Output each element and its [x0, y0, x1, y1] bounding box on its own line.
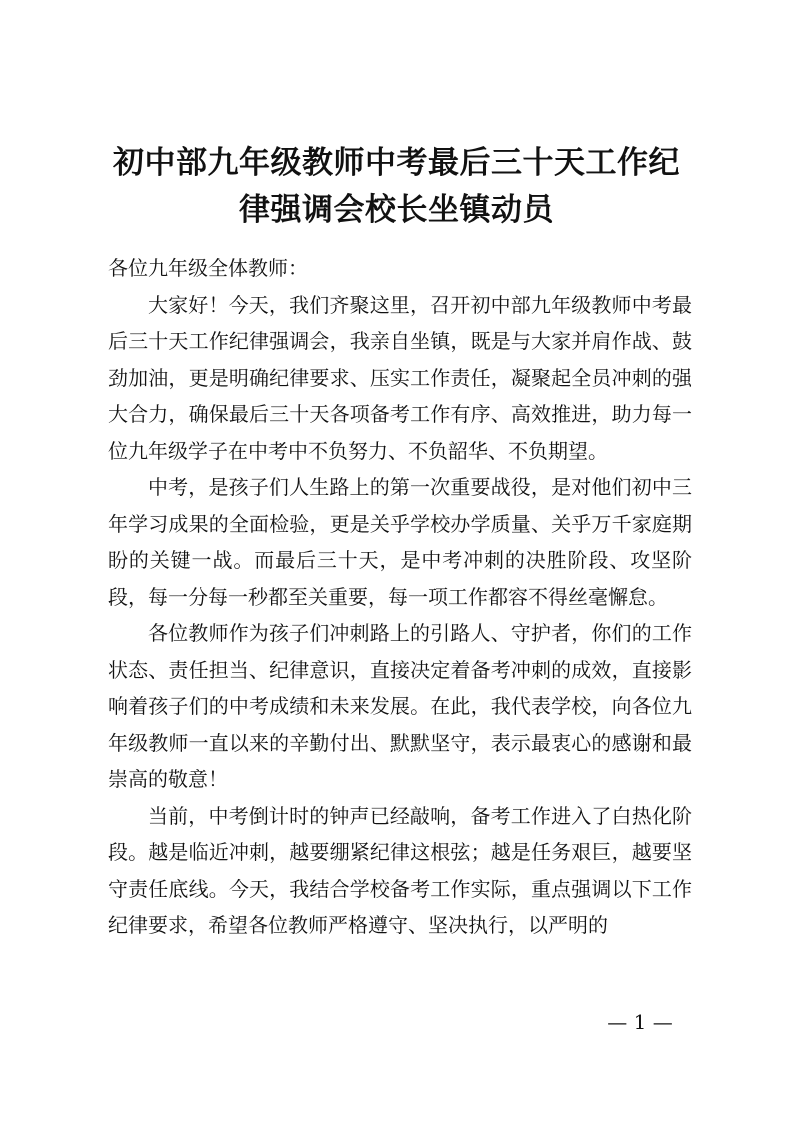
document-body: [108, 250, 692, 944]
page-number: — 1 —: [607, 1010, 673, 1034]
paragraph-3: 各位教师作为孩子们冲刺路上的引路人、守护者，你们的工作状态、责任担当、纪律意识，直接决定着备考冲刺的成效，直接影响着孩子们的中考成绩和未来发展。在此，我代表学校，向各位九年级教师一直以来的辛勤付出、默默坚守，表示最衷心的感谢和最崇高的敬意！: [108, 621, 692, 791]
document-title: 初中部九年级教师中考最后三十天工作纪律强调会校长坐镇动员: [113, 145, 680, 228]
salutation: 各位九年级全体教师：: [108, 256, 308, 280]
paragraph-4: 当前，中考倒计时的钟声已经敲响，备考工作进入了白热化阶段。越是临近冲刺，越要绷紧纪律这根弦；越是任务艰巨，越要坚守责任底线。今天，我结合学校备考工作实际，重点强调以下工作纪律要求，希望各位教师严格遵守、坚决执行，以严明的: [108, 803, 692, 937]
paragraph-1: 大家好！今天，我们齐聚这里，召开初中部九年级教师中考最后三十天工作纪律强调会，我亲自坐镇，既是与大家并肩作战、鼓劲加油，更是明确纪律要求、压实工作责任，凝聚起全员冲刺的强大合力，确保最后三十天各项备考工作有序、高效推进，助力每一位九年级学子在中考中不负努力、不负韶华、不负期望。: [108, 292, 692, 463]
paragraph-2: 中考，是孩子们人生路上的第一次重要战役，是对他们初中三年学习成果的全面检验，更是关乎学校办学质量、关乎万千家庭期盼的关键一战。而最后三十天，是中考冲刺的决胜阶段、攻坚阶段，每一分每一秒都至关重要，每一项工作都容不得丝毫懈怠。: [108, 475, 692, 609]
